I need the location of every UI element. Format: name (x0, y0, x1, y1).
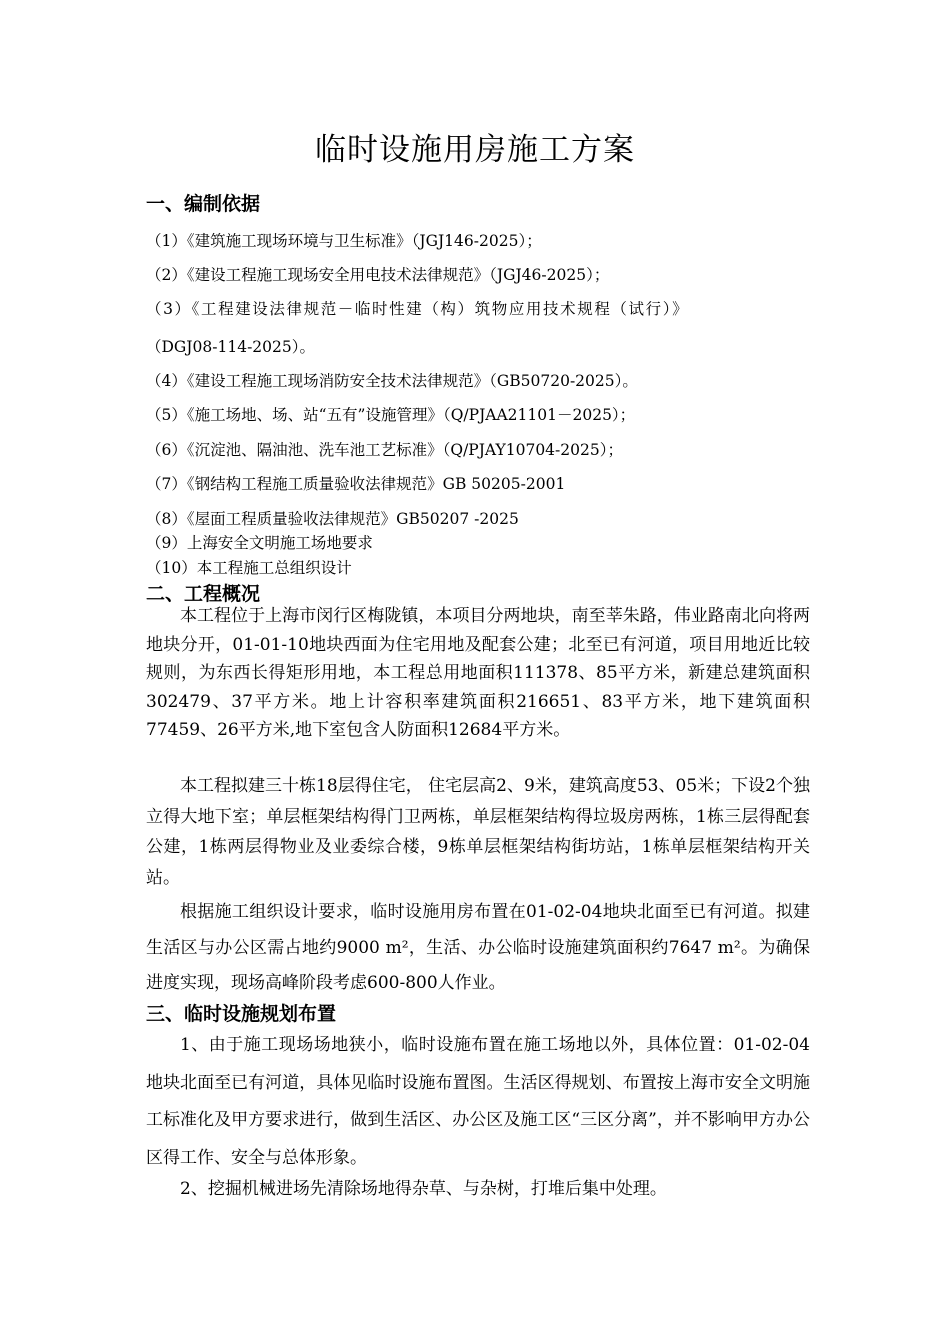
layout-paragraph-2: 2、挖掘机械进场先清除场地得杂草、与杂树，打堆后集中处理。 (180, 1179, 667, 1199)
overview-paragraph-2: 本工程拟建三十栋18层得住宅， 住宅层高2、9米，建筑高度53、05米；下设2个独立得大地下室；单层框架结构得门卫两栋，单层框架结构得垃圾房两栋，1栋三层得配套公建，1栋两层得物业及业委综合楼，9栋单层框架结构街坊站，1栋单层框架结构开关站。 (146, 776, 810, 888)
basis-item-5: （5）《施工场地、场、站“五有”设施管理》（Q/PJAA21101－2025）； (146, 406, 636, 424)
basis-item-6: （6）《沉淀池、隔油池、洗车池工艺标准》（Q/PJAY10704-2025）； (146, 441, 623, 459)
basis-item-9: （9）上海安全文明施工场地要求 (146, 534, 373, 552)
layout-paragraph-1: 1、由于施工现场场地狭小，临时设施布置在施工场地以外，具体位置：01-02-04地块北面至已有河道，具体见临时设施布置图。生活区得规划、布置按上海市安全文明施工标准化及甲方要求进行，做到生活区、办公区及施工区“三区分离”，并不影响甲方办公区得工作、安全与总体形象。 (146, 1035, 810, 1168)
basis-item-10: （10）本工程施工总组织设计 (146, 559, 352, 577)
section-heading-basis: 一、编制依据 (146, 193, 261, 215)
basis-item-3-code: （DGJ08-114-2025）。 (146, 338, 316, 356)
basis-item-4: （4）《建设工程施工现场消防安全技术法律规范》（GB50720-2025）。 (146, 372, 638, 390)
basis-item-8: （8）《屋面工程质量验收法律规范》GB50207 -2025 (146, 510, 519, 528)
overview-paragraph-3: 根据施工组织设计要求，临时设施用房布置在01-02-04地块北面至已有河道。拟建生活区与办公区需占地约9000 m²，生活、办公临时设施建筑面积约7647 m²。为确保进度实现，现场高峰阶段考虑600-800人作业。 (146, 902, 810, 993)
basis-item-2: （2）《建设工程施工现场安全用电技术法律规范》（JGJ46-2025）； (146, 266, 610, 284)
section-heading-layout: 三、临时设施规划布置 (146, 1003, 337, 1025)
section-heading-overview: 二、工程概况 (146, 583, 261, 605)
overview-paragraph-1: 本工程位于上海市闵行区梅陇镇，本项目分两地块，南至莘朱路，伟业路南北向将两地块分开，01-01-10地块西面为住宅用地及配套公建；北至已有河道，项目用地近比较规则，为东西长得矩形用地，本工程总用地面积111378、85平方米，新建总建筑面积302479、37平方米。地上计容积率建筑面积216651、83平方米，地下建筑面积77459、26平方米,地下室包含人防面积12684平方米。 (146, 606, 810, 741)
basis-item-7: （7）《钢结构工程施工质量验收法律规范》GB 50205-2001 (146, 475, 566, 493)
basis-item-1: （1）《建筑施工现场环境与卫生标准》（JGJ146-2025）； (146, 232, 542, 250)
document-title: 临时设施用房施工方案 (315, 132, 635, 168)
basis-item-3: （3）《工程建设法律规范－临时性建（构）筑物应用技术规程（试行）》 (146, 300, 690, 318)
